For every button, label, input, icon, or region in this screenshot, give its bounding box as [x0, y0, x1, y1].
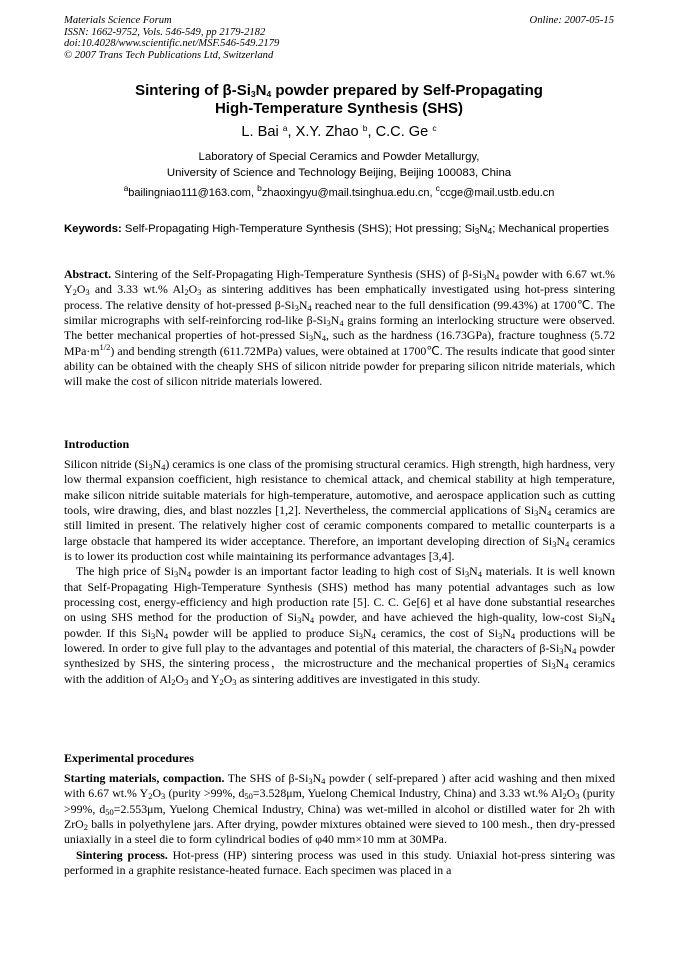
subscript: 3	[482, 272, 487, 282]
subscript: 4	[309, 615, 315, 626]
email-link[interactable]: ccge@mail.ustb.edu.cn	[439, 187, 555, 199]
author-list: L. Bai $^a$, X.Y. Zhao $^b$, C.C. Ge $^c$	[241, 123, 437, 140]
subscript: 3	[151, 630, 156, 641]
author-name: L. Bai	[241, 124, 279, 140]
subscript: 4	[477, 569, 482, 580]
subscript: 3	[559, 646, 564, 657]
paragraph: Silicon nitride $(Si_3N_4)$ ceramics is one class of the promising structural ceramics. High strength, high hardness, very low thermal expansion coefficient, high resistance to chemical attack, and chemical stability at high temperature, make silicon nitride suitable materials for high-temperature, automotive, and aerospace application such as cutting tools, wire drawing, dies, and blast nozzles [1,2]. Nevertheless, the commercial applications of $Si_3N_4$ ceramics are still limited in present. The relatively higher cost of ceramic components compared to metallic counterparts is a large obstacle that hampered its wider acceptance. Therefore, an important developing direction of $Si_3N_4$ ceramics is to lower its production cost while maintaining its performance advantages [3,4].	[64, 457, 616, 564]
superscript: c	[435, 183, 440, 193]
subscript: 3	[308, 333, 314, 344]
subscript: 2	[184, 287, 189, 298]
subscript: 2	[148, 791, 153, 802]
superscript: b	[257, 183, 262, 193]
subscript: 4	[266, 89, 272, 99]
doi-line: doi:10.4028/www.scientific.net/MSF.546-549.2179	[64, 38, 280, 50]
subscript: 2	[171, 676, 176, 687]
subscript: 4	[572, 646, 577, 657]
journal-header	[64, 15, 279, 61]
subscript: 4	[546, 508, 552, 519]
paragraph: The high price of $Si_3N_4$ powder is an important factor leading to high cost of $Si_3N_4$ materials. It is well known that Self-Propagating High-Temperature Synthesis (SHS) method has many potential advantages such as low processing cost, energy-efficiency and high production rate [5]. C. C. Ge[6] et al have done substantial researches on using SHS method for the production of $Si_3N_4$ powder, and have achieved the high-quality, low-cost $Si_3N_4$ powder. If this $Si_3N_4$ powder will be applied to produce $Si_3N_4$ ceramics, the cost of $Si_3N_4$ productions will be lowered. In order to give full play to the advantages and potential of this material, the characters of $\beta-Si_3N_4$ powder synthesized by SHS, the sintering process，the microstructure and the mechanical properties of $Si_3N_4$ ceramics with the addition of $Al_2O_3$ and $Y_2O_3$ as sintering additives are investigated in this study.	[64, 564, 616, 687]
subscript: 3	[326, 318, 331, 329]
subscript: 3	[197, 287, 202, 298]
subscript: 50	[105, 806, 114, 817]
copyright-line: © 2007 Trans Tech Publications Ltd, Switzerland	[64, 49, 274, 61]
subscript: 3	[294, 302, 299, 313]
subscript: 4	[307, 302, 312, 313]
online-date: Online: 2007-05-15	[529, 15, 614, 26]
paper-title	[64, 82, 614, 118]
subscript: 4	[163, 630, 169, 641]
affiliation: Laboratory of Special Ceramics and Powder Metallurgy, University of Science and Technology Beijing, Beijing 100083, China	[166, 151, 512, 179]
title-line-2: High-Temperature Synthesis (SHS)	[214, 100, 464, 117]
introduction-section	[64, 457, 615, 687]
subscript: 4	[339, 318, 344, 329]
subscript: 3	[358, 630, 364, 641]
paragraph: Sintering process. Hot-press (HP) sintering process was used in this study. Uniaxial hot-press sintering was performed in a graphite resistance-heated furnace. Each specimen was placed in a	[64, 847, 615, 878]
superscript: 1/2	[99, 341, 111, 352]
subscript: 3	[174, 569, 179, 580]
subscript: 3	[184, 676, 189, 687]
subscript: 3	[161, 791, 166, 802]
subscript: 3	[85, 287, 90, 298]
subscript: 4	[487, 226, 493, 236]
subscript: 3	[474, 226, 480, 236]
subscript: 3	[297, 615, 302, 626]
author-name: C.C. Ge	[375, 124, 429, 140]
subscript: 4	[565, 538, 570, 549]
subscript: 3	[464, 569, 470, 580]
subscript: 3	[308, 776, 313, 786]
subscript: 3	[232, 676, 237, 687]
abstract: Abstract. Sintering of the Self-Propagating High-Temperature Synthesis (SHS) of $\beta-Si_3N_4$ powder with 6.67 wt.% $Y_2O_3$ and 3.33 wt.% $Al_2O_3$ as sintering additives has been emphatically investigated using hot-press sintering process. The relative density of hot-pressed $\beta-Si_3N_4$ reached near to the full densification (99.43%) at 1700℃. The similar micrographs with self-reinforcing rod-like $\beta-Si_3N_4$ grains forming an interlocking structure were observed. The better mechanical properties of hot-pressed $Si_3N_4$, such as the hardness (16.73GPa), fracture toughness (5.72 $MPa\cdot m^{1/2}$) and bending strength (611.72MPa) values, were obtained at 1700℃. The results indicate that good sinter ability can be obtained with the cheaply SHS of silicon nitride powder for preparing silicon nitride materials, which will make the cost of silicon nitride materials lowered.	[64, 267, 616, 389]
subscript: 2	[72, 287, 77, 298]
subscript: 3	[250, 89, 256, 99]
title-line-1: Sintering of $\beta-Si_3N_4$ powder prepared by Self-Propagating	[135, 82, 543, 99]
paragraph-label: Sintering process.	[76, 847, 168, 862]
subscript: 4	[610, 615, 615, 626]
subscript: 4	[564, 661, 569, 672]
introduction-heading: Introduction	[64, 437, 130, 451]
subscript: 3	[552, 538, 557, 549]
keywords: Keywords: Self-Propagating High-Temperature Synthesis (SHS); Hot pressing; $Si_3N_4$; Mechanical properties	[64, 223, 610, 236]
abstract-label: Abstract.	[64, 267, 112, 281]
subscript: 4	[494, 272, 500, 282]
journal-name: Materials Science Forum	[64, 15, 172, 26]
email-link[interactable]: zhaoxingyu@mail.tsinghua.edu.cn,	[261, 187, 433, 199]
subscript: 3	[551, 661, 556, 672]
email-list	[64, 183, 614, 200]
superscript: c	[432, 123, 437, 133]
subscript: 4	[321, 776, 326, 786]
paragraph-label: Starting materials, compaction.	[64, 771, 225, 785]
subscript: 2	[562, 791, 567, 802]
subscript: 3	[498, 630, 503, 641]
issn-line: ISSN: 1662-9752, Vols. 546-549, pp 2179-2182	[64, 26, 266, 38]
author-name: X.Y. Zhao	[295, 124, 359, 140]
subscript: 3	[575, 791, 580, 802]
keywords-label: Keywords:	[64, 223, 122, 235]
subscript: 3	[597, 615, 603, 626]
subscript: 3	[534, 508, 539, 519]
subscript: 4	[371, 630, 376, 641]
subscript: 4	[186, 569, 192, 580]
experimental-heading: Experimental procedures	[64, 751, 194, 765]
subscript: 4	[510, 630, 516, 641]
subscript: 2	[83, 822, 88, 833]
subscript: 2	[219, 676, 224, 687]
paragraph: Starting materials, compaction. The SHS of $\beta-Si_3N_4$ powder ( self-prepared ) after acid washing and then mixed with 6.67 wt.% $Y_2O_3$ (purity >99%, $d_{50}=3.528\mu m$, Yuelong Chemical Industry, China) and 3.33 wt.% $Al_2O_3$ (purity >99%, $d_{50}=2.553\mu m$, Yuelong Chemical Industry, China) was wet-milled in alcohol or distilled water for 2h with ZrO$_2$ balls in polyethylene jars. After drying, powder mixtures obtained were sieved to 100 mesh., then dry-pressed uniaxially in a steel die to form cylindrical bodies of φ40 mm×10 mm at 30MPa.	[64, 771, 616, 847]
superscript: a	[123, 183, 129, 193]
superscript: a	[282, 123, 288, 133]
superscript: b	[362, 123, 368, 133]
experimental-section	[64, 771, 615, 878]
subscript: 50	[244, 791, 253, 802]
subscript: 3	[148, 462, 153, 472]
email-link[interactable]: bailingniao111@163.com,	[128, 187, 255, 199]
subscript: 4	[321, 333, 326, 344]
subscript: 4	[161, 462, 166, 472]
